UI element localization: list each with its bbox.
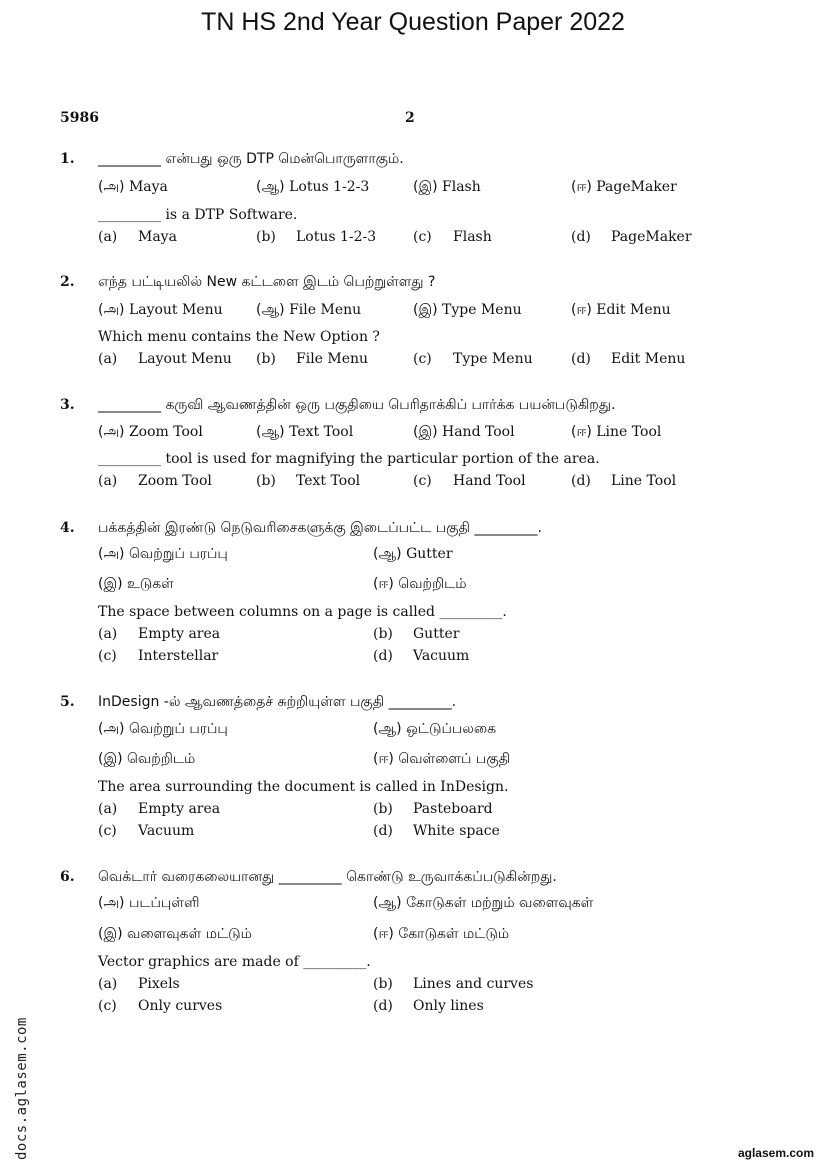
option-label: (அ) [98,895,125,911]
option-text: உடுகள் [127,576,174,592]
option-text: Lotus 1-2-3 [296,229,377,245]
english-option-c [98,823,194,839]
option-text: Pixels [138,976,180,992]
watermark-text: docs.aglasem.com [14,1017,30,1160]
option-text: PageMaker [596,179,677,195]
tamil-option-c [413,302,522,320]
option-label: (ஆ) [373,895,402,911]
option-text: Pasteboard [413,801,493,817]
english-option-a [98,473,212,489]
english-option-c [413,351,533,367]
option-text: Maya [138,229,177,245]
option-label: (ஈ) [373,751,394,767]
tamil-option-a [98,302,223,320]
english-option-a [98,626,220,642]
option-text: Edit Menu [596,302,671,318]
english-option-b [256,229,376,245]
tamil-option-c [98,926,252,944]
question-number: 6. [60,869,75,885]
tamil-option-b [373,721,496,739]
english-option-a [98,976,180,992]
tamil-question-stem: _________ என்பது ஒரு DTP மென்பொருளாகும். [98,151,404,167]
question-number: 3. [60,397,75,413]
option-text: Empty area [138,801,221,817]
tamil-option-d [373,926,509,944]
option-text: ஒட்டுப்பலகை [406,721,497,737]
option-text: File Menu [296,351,369,367]
tamil-option-d [571,302,671,320]
option-label: (c) [98,998,117,1014]
paper-title: TN HS 2nd Year Question Paper 2022 [201,8,625,36]
option-text: Empty area [138,626,221,642]
option-text: Maya [128,179,168,195]
option-text: கோடுகள் மற்றும் வளைவுகள் [406,895,594,911]
option-text: Layout Menu [128,302,223,318]
option-label: (d) [571,351,591,367]
question-number: 1. [60,151,75,167]
option-label: (a) [98,801,118,817]
option-text: Only lines [413,998,484,1014]
tamil-option-b [256,179,369,197]
option-text: வெற்றிடம் [127,751,196,767]
option-text: வெற்றிடம் [398,576,467,592]
english-option-b [373,976,533,992]
option-label: (d) [373,998,393,1014]
tamil-option-a [98,424,203,442]
english-question-stem: Which menu contains the New Option ? [98,329,380,345]
tamil-option-d [373,576,467,594]
option-text: White space [413,823,500,839]
english-option-c [413,229,492,245]
option-text: Flash [442,179,481,195]
english-option-a [98,801,220,817]
tamil-question-stem: வெக்டார் வரைகலையானது _________ கொண்டு உருவாக்கப்படுகின்றது. [98,869,557,885]
tamil-option-b [373,895,593,913]
english-option-b [256,473,360,489]
option-label: (இ) [413,179,438,195]
english-question-stem: The area surrounding the document is called in InDesign. [98,779,509,795]
option-label: (c) [98,648,117,664]
paper-code: 5986 [60,110,99,126]
option-text: Zoom Tool [128,424,203,440]
english-option-d [571,351,685,367]
option-label: (ஈ) [571,424,592,440]
english-option-d [571,473,676,489]
tamil-option-c [98,576,174,594]
option-label: (ஆ) [256,424,285,440]
question-number: 4. [60,520,75,536]
option-text: Line Tool [596,424,662,440]
option-text: File Menu [289,302,362,318]
option-label: (a) [98,473,118,489]
option-label: (ஈ) [571,179,592,195]
option-text: Layout Menu [138,351,232,367]
english-question-stem: _________ is a DTP Software. [98,207,298,223]
option-label: (d) [571,473,591,489]
option-label: (இ) [413,302,438,318]
option-label: (a) [98,229,118,245]
english-option-d [571,229,692,245]
option-label: (b) [256,351,276,367]
option-label: (c) [413,473,432,489]
option-label: (c) [413,351,432,367]
english-option-b [256,351,368,367]
tamil-option-a [98,721,228,739]
tamil-option-c [413,179,481,197]
english-option-d [373,823,500,839]
tamil-option-c [413,424,515,442]
option-label: (ஈ) [373,926,394,942]
question-number: 2. [60,274,75,290]
english-option-b [373,626,459,642]
option-label: (அ) [98,546,125,562]
tamil-option-d [571,179,677,197]
english-question-stem: _________ tool is used for magnifying the particular portion of the area. [98,451,600,467]
option-label: (c) [98,823,117,839]
question-number: 5. [60,694,75,710]
option-label: (இ) [98,576,123,592]
option-label: (இ) [413,424,438,440]
english-question-stem: Vector graphics are made of _________. [98,954,371,970]
option-text: வெற்றுப் பரப்பு [128,546,228,562]
option-label: (d) [571,229,591,245]
tamil-option-b [373,546,453,564]
option-label: (ஈ) [373,576,394,592]
option-label: (a) [98,351,118,367]
option-label: (b) [373,801,393,817]
tamil-question-stem: எந்த பட்டியலில் New கட்டளை இடம் பெற்றுள்ளது ? [98,274,436,290]
option-text: Gutter [406,546,453,562]
option-label: (ஆ) [256,179,285,195]
option-label: (அ) [98,721,125,737]
option-text: PageMaker [611,229,692,245]
option-text: கோடுகள் மட்டும் [398,926,510,942]
english-option-c [413,473,526,489]
option-text: Hand Tool [442,424,515,440]
option-label: (b) [373,626,393,642]
option-label: (ஆ) [373,546,402,562]
option-label: (ஆ) [373,721,402,737]
tamil-question-stem: InDesign -ல் ஆவணத்தைச் சுற்றியுள்ள பகுதி _________. [98,694,457,710]
option-text: Line Tool [611,473,677,489]
option-text: Hand Tool [453,473,526,489]
option-text: படப்புள்ளி [128,895,200,911]
english-option-a [98,351,232,367]
tamil-option-a [98,895,199,913]
option-text: வளைவுகள் மட்டும் [127,926,252,942]
option-text: Text Tool [289,424,354,440]
english-option-d [373,998,484,1014]
option-label: (a) [98,626,118,642]
english-option-c [98,998,222,1014]
option-label: (a) [98,976,118,992]
option-text: Flash [453,229,492,245]
option-label: (அ) [98,302,125,318]
option-label: (d) [373,648,393,664]
tamil-option-c [98,751,195,769]
option-text: வெற்றுப் பரப்பு [128,721,228,737]
english-option-c [98,648,218,664]
option-text: Type Menu [453,351,533,367]
option-label: (c) [413,229,432,245]
footer-brand: aglasem.com [737,1146,814,1160]
tamil-option-b [256,302,361,320]
option-text: Lotus 1-2-3 [289,179,370,195]
english-option-b [373,801,493,817]
option-label: (அ) [98,179,125,195]
tamil-option-d [571,424,661,442]
option-text: Lines and curves [413,976,534,992]
english-option-a [98,229,177,245]
option-label: (ஈ) [571,302,592,318]
option-text: Vacuum [413,648,470,664]
tamil-option-b [256,424,353,442]
page-number: 2 [405,110,415,126]
option-label: (இ) [98,926,123,942]
option-text: Vacuum [138,823,195,839]
tamil-question-stem: _________ கருவி ஆவணத்தின் ஒரு பகுதியை பெரிதாக்கிப் பார்க்க பயன்படுகிறது. [98,397,616,413]
tamil-option-a [98,179,168,197]
option-label: (இ) [98,751,123,767]
option-label: (b) [256,473,276,489]
option-text: Edit Menu [611,351,686,367]
option-label: (அ) [98,424,125,440]
option-label: (b) [373,976,393,992]
tamil-option-a [98,546,228,564]
option-label: (b) [256,229,276,245]
option-label: (d) [373,823,393,839]
tamil-question-stem: பக்கத்தின் இரண்டு நெடுவரிசைகளுக்கு இடைப்பட்ட பகுதி _________. [98,520,542,536]
option-text: Only curves [138,998,223,1014]
option-text: Text Tool [296,473,361,489]
option-text: Zoom Tool [138,473,212,489]
tamil-option-d [373,751,510,769]
english-question-stem: The space between columns on a page is called _________. [98,604,507,620]
option-text: Gutter [413,626,460,642]
option-text: Interstellar [138,648,219,664]
option-text: Type Menu [442,302,522,318]
english-option-d [373,648,469,664]
option-text: வெள்ளைப் பகுதி [398,751,511,767]
option-label: (ஆ) [256,302,285,318]
